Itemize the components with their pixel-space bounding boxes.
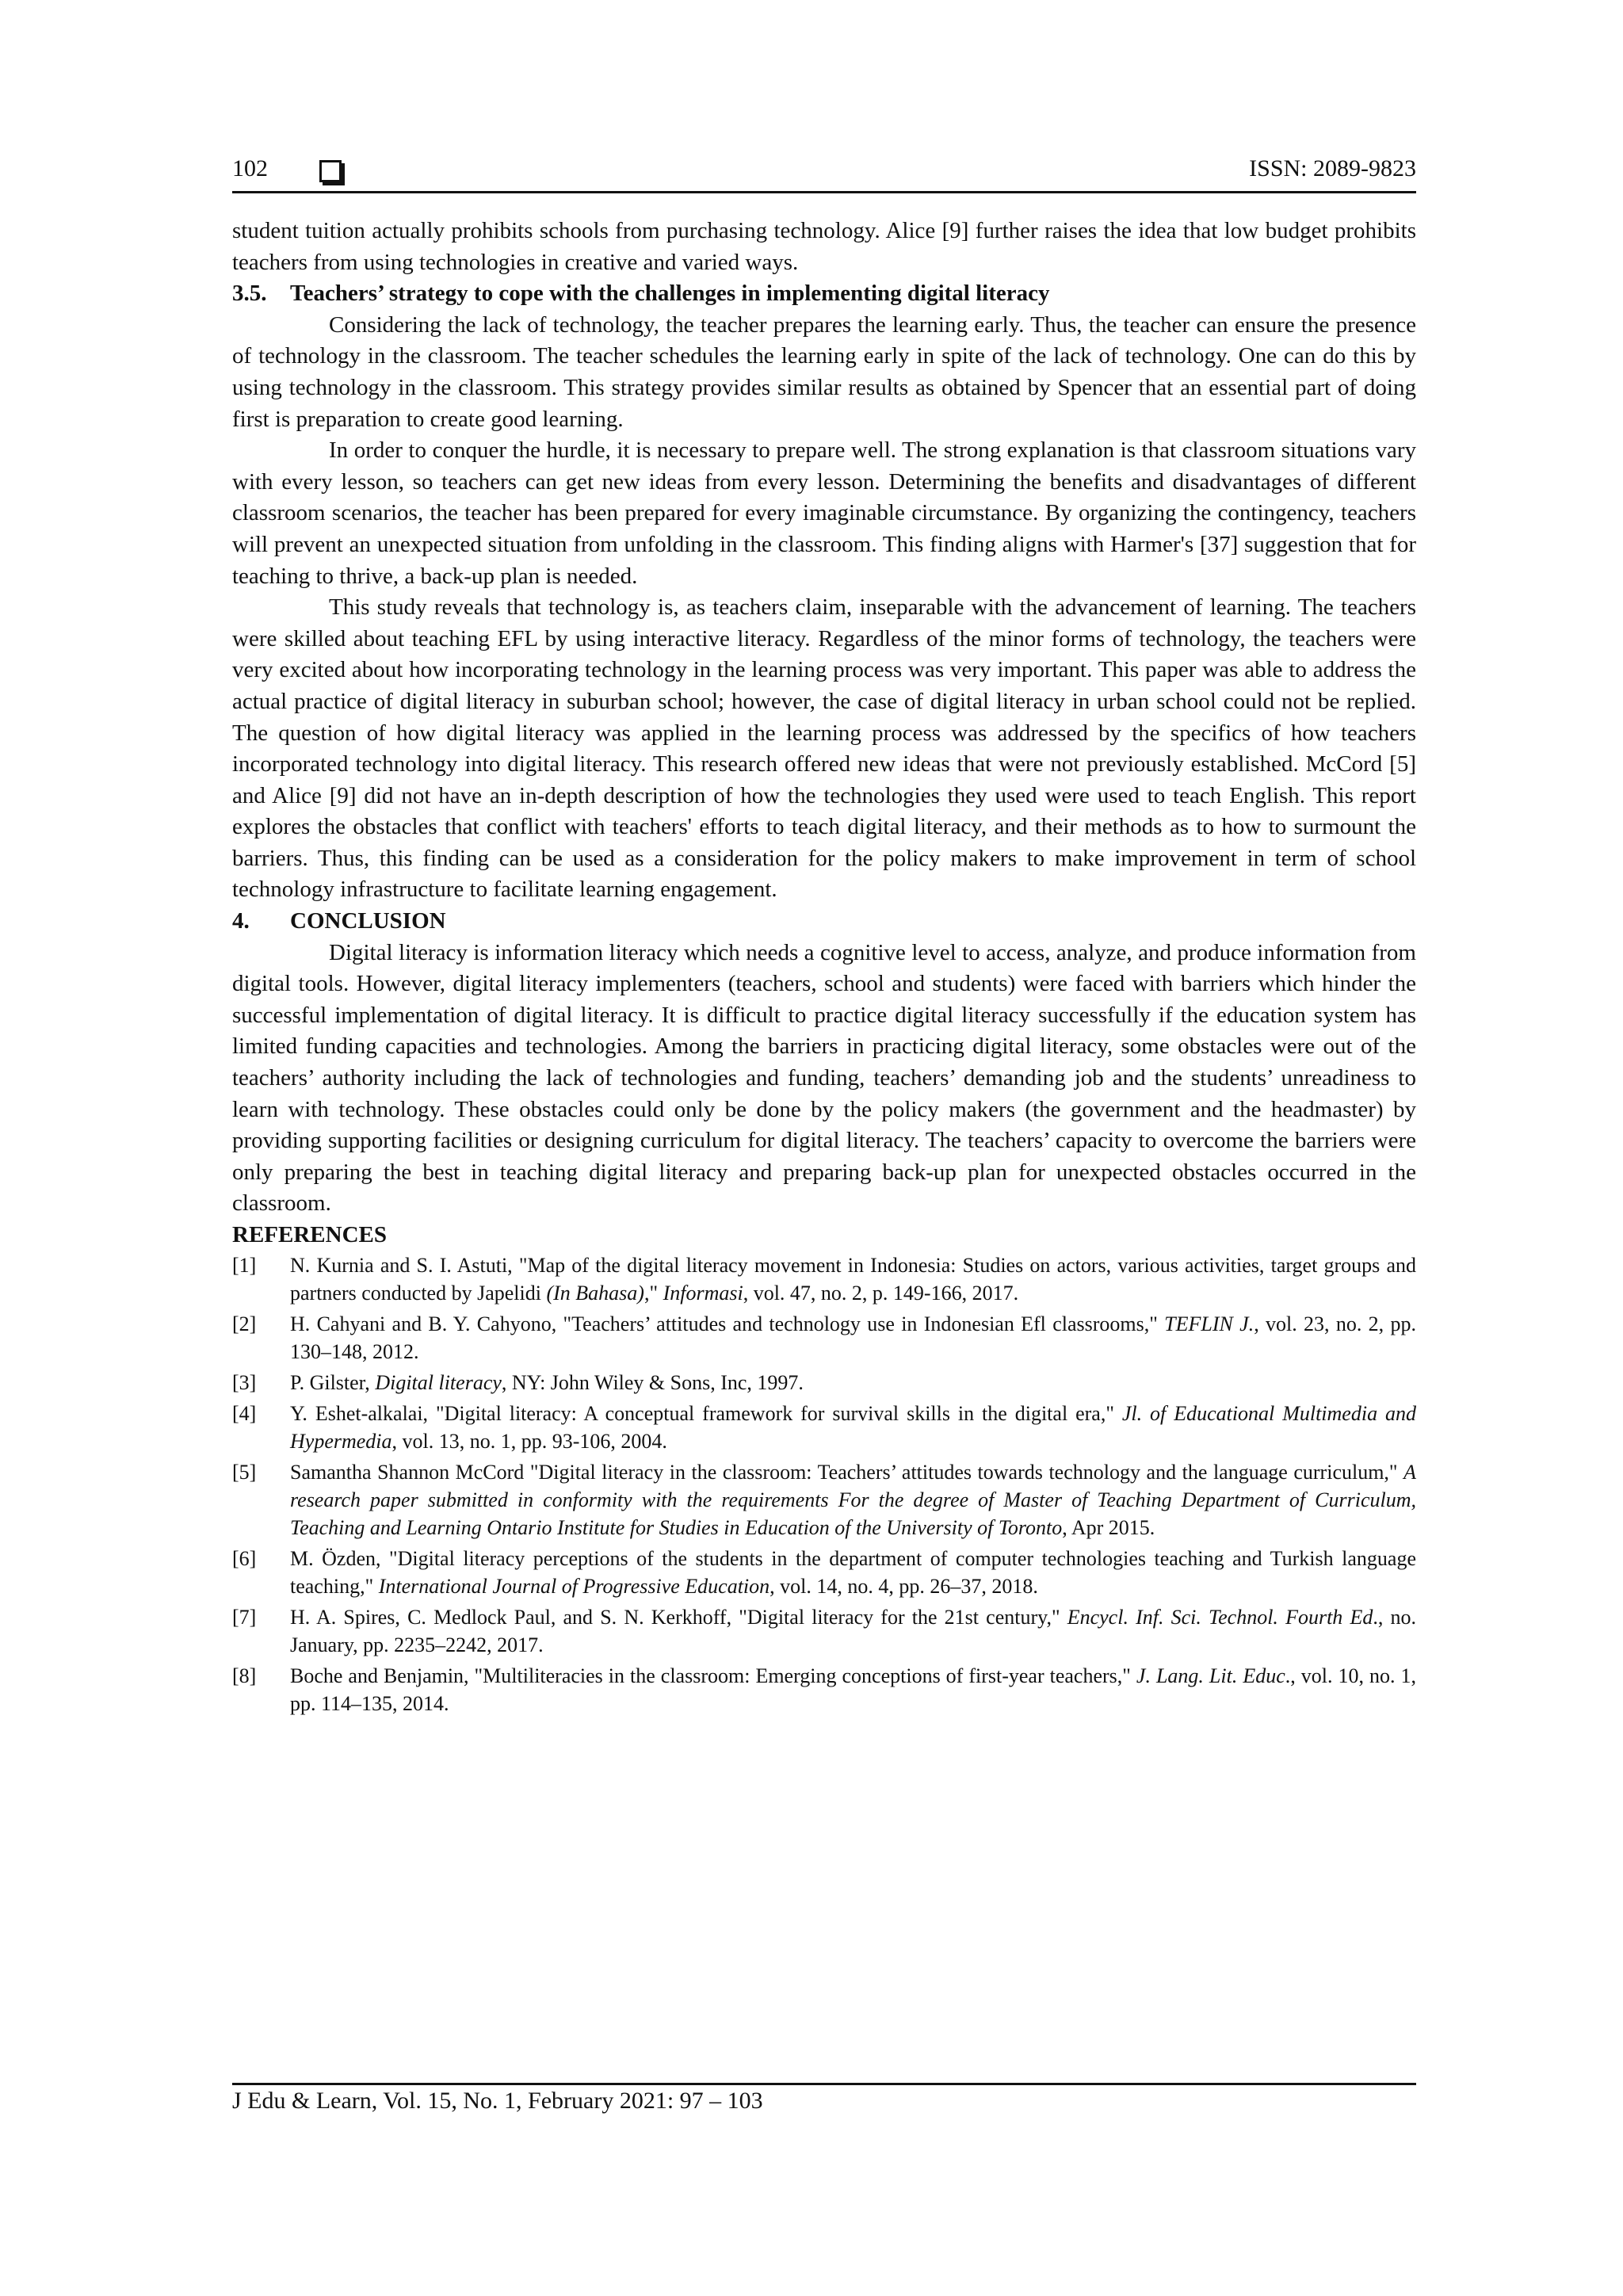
reference-italic: A research paper submitted in conformity with the requirements For the degree of Master of Teaching Department of Curriculum, Teaching and Learning Ontario Institute for Studies in Education of the University of Toronto	[290, 1460, 1416, 1539]
reference-number: [4]	[232, 1401, 257, 1425]
reference-text: , NY: John Wiley & Sons, Inc, 1997.	[501, 1370, 804, 1394]
reference-number: [1]	[232, 1253, 257, 1277]
body-paragraph: This study reveals that technology is, as teachers claim, inseparable with the advancement of learning. The teachers were skilled about teaching EFL by using interactive literacy. Regardless of the minor forms of technology, the teachers were very excited about how incorporating technology in the learning process was very important. This paper was able to address the actual practice of digital literacy in suburban school; however, the case of digital literacy in urban school could not be replied. The question of how digital literacy was applied in the learning process was addressed by the specifics of how teachers incorporated technology into digital literacy. This research offered new ideas that were not previously established. McCord [5] and Alice [9] did not have an in-depth description of how the technologies they used were used to teach English. This report explores the obstacles that conflict with teachers' efforts to teach digital literacy, and their methods as to how to surmount the barriers. Thus, this finding can be used as a consideration for the policy makers to make improvement in term of school technology infrastructure to facilitate learning engagement.	[232, 594, 1416, 903]
article-body	[232, 216, 1416, 1721]
intro-paragraph: student tuition actually prohibits schools from purchasing technology. Alice [9] further raises the idea that low budget prohibits teachers from using technologies in creative and varied ways.	[232, 218, 1416, 275]
reference-text: ., no. January, pp. 2235–2242, 2017.	[290, 1605, 1416, 1656]
paper-page	[232, 0, 1416, 2296]
square-bullet-icon	[319, 160, 342, 182]
body-paragraph: In order to conquer the hurdle, it is necessary to prepare well. The strong explanation is that classroom situations vary with every lesson, so teachers can get new ideas from every lesson. Determining the benefits and disadvantages of different classroom scenarios, the teacher has been prepared for every imaginable circumstance. By organizing the contingency, teachers will prevent an unexpected situation from unfolding in the classroom. This finding aligns with Harmer's [37] suggestion that for teaching to thrive, a back-up plan is needed.	[232, 437, 1416, 589]
reference-italic: Digital literacy	[375, 1370, 502, 1394]
reference-item	[232, 1603, 1416, 1659]
reference-text: , vol. 23, no. 2, pp. 130–148, 2012.	[290, 1312, 1416, 1363]
reference-number: [2]	[232, 1312, 257, 1335]
reference-italic: International Journal of Progressive Education	[378, 1574, 770, 1598]
reference-text: ., vol. 10, no. 1, pp. 114–135, 2014.	[290, 1664, 1416, 1715]
issn-label: ISSN: 2089-9823	[1249, 155, 1416, 181]
reference-italic: Informasi	[663, 1281, 743, 1305]
reference-text: , vol. 13, no. 1, pp. 93-106, 2004.	[391, 1429, 667, 1453]
reference-item	[232, 1310, 1416, 1366]
header-divider	[232, 191, 1416, 193]
reference-text: H. Cahyani and B. Y. Cahyono, "Teachers’ attitudes and technology use in Indonesian Efl classrooms,"	[290, 1312, 1165, 1335]
reference-text: H. A. Spires, C. Medlock Paul, and S. N. Kerkhoff, "Digital literacy for the 21st century,"	[290, 1605, 1067, 1629]
section-3-5-heading	[232, 278, 1416, 310]
reference-number: [6]	[232, 1546, 257, 1570]
reference-italic: Jl. of Educational Multimedia and Hypermedia	[290, 1401, 1416, 1453]
section-title: Teachers’ strategy to cope with the challenges in implementing digital literacy	[290, 281, 1050, 307]
reference-item	[232, 1458, 1416, 1541]
reference-text: M. Özden, "Digital literacy perceptions of the students in the department of computer technologies teaching and Turkish language teaching,"	[290, 1546, 1416, 1598]
reference-text: Boche and Benjamin, "Multiliteracies in the classroom: Emerging conceptions of first-year teachers,"	[290, 1664, 1136, 1687]
references-heading: REFERENCES	[232, 1222, 387, 1247]
body-paragraph: Considering the lack of technology, the teacher prepares the learning early. Thus, the teacher can ensure the presence of technology in the classroom. The teacher schedules the learning early in spite of the lack of technology. One can do this by using technology in the classroom. This strategy provides similar results as obtained by Spencer that an essential part of doing first is preparation to create good learning.	[232, 311, 1416, 432]
reference-italic: J. Lang. Lit. Educ	[1136, 1664, 1285, 1687]
page-footer: J Edu & Learn, Vol. 15, No. 1, February 2021: 97 – 103	[232, 2088, 763, 2114]
conclusion-paragraph: Digital literacy is information literacy which needs a cognitive level to access, analyze, and produce information from digital tools. However, digital literacy implementers (teachers, school and students) were faced with barriers which hinder the successful implementation of digital literacy. It is difficult to practice digital literacy successfully if the education system has limited funding capacities and technologies. Among the barriers in practicing digital literacy, some obstacles were out of the teachers’ authority including the lack of technologies and funding, teachers’ demanding job and the students’ unreadiness to learn with technology. These obstacles could only be done by the policy makers (the government and the headmaster) by providing supporting facilities or designing curriculum for digital literacy. The teachers’ capacity to overcome the barriers were only preparing the best in teaching digital literacy and preparing back-up plan for unexpected obstacles occurred in the classroom.	[232, 939, 1416, 1217]
reference-text: Samantha Shannon McCord "Digital literacy in the classroom: Teachers’ attitudes towards technology and the language curriculum,"	[290, 1460, 1404, 1484]
section-title: CONCLUSION	[290, 908, 446, 934]
reference-text: P. Gilster,	[290, 1370, 376, 1394]
reference-number: [3]	[232, 1370, 257, 1394]
conclusion-heading	[232, 906, 1416, 938]
footer-divider	[232, 2083, 1416, 2085]
section-number: 4.	[232, 908, 250, 934]
reference-text: , vol. 47, no. 2, p. 149-166, 2017.	[743, 1281, 1019, 1305]
reference-item	[232, 1545, 1416, 1600]
reference-text: Y. Eshet-alkalai, "Digital literacy: A conceptual framework for survival skills in the digital era,"	[290, 1401, 1122, 1425]
reference-italic: (In Bahasa)	[546, 1281, 644, 1305]
reference-italic: Encycl. Inf. Sci. Technol. Fourth Ed	[1067, 1605, 1373, 1629]
reference-text: , vol. 14, no. 4, pp. 26–37, 2018.	[769, 1574, 1038, 1598]
section-number: 3.5.	[232, 281, 267, 307]
reference-item	[232, 1662, 1416, 1717]
reference-text: , Apr 2015.	[1062, 1515, 1155, 1539]
reference-text: ,"	[643, 1281, 663, 1305]
references-list	[232, 1251, 1416, 1717]
page-header	[232, 155, 1416, 193]
reference-number: [8]	[232, 1664, 257, 1687]
reference-number: [5]	[232, 1460, 257, 1484]
reference-item	[232, 1251, 1416, 1307]
reference-italic: TEFLIN J.	[1164, 1312, 1254, 1335]
page-number: 102	[232, 155, 268, 181]
reference-number: [7]	[232, 1605, 257, 1629]
reference-item	[232, 1369, 1416, 1396]
reference-item	[232, 1400, 1416, 1455]
reference-text: N. Kurnia and S. I. Astuti, "Map of the digital literacy movement in Indonesia: Studies on actors, various activities, target groups and partners conducted by Japelidi	[290, 1253, 1416, 1305]
